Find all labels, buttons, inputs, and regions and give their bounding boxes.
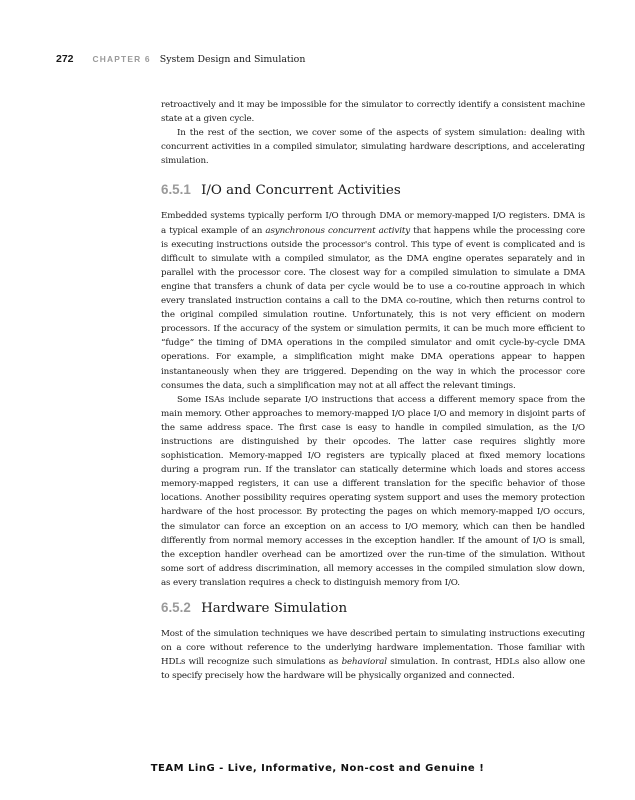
- section-6-5-1-paragraph-1: [161, 209, 585, 392]
- text-run: Embedded systems typically perform I/O through DMA or memory-mapped I/O registers. DMA is a typical example of an: [161, 211, 585, 236]
- section-title: Hardware Simulation: [201, 601, 348, 616]
- text-run: simulation. In contrast, HDLs also allow one to specify precisely how the hardware will be physically organized and connected.: [161, 657, 585, 682]
- page-number: 272: [56, 53, 74, 65]
- section-heading-6-5-1: [161, 182, 585, 199]
- section-number: 6.5.2: [161, 600, 191, 615]
- chapter-title: System Design and Simulation: [159, 54, 306, 65]
- emphasis-text: asynchronous concurrent activity: [265, 225, 411, 236]
- text-run: that happens while the processing core is executing instructions outside the processor's control. This type of event is complicated and is difficult to simulate with a compiled simulator, as the DMA engine operates separately and in parallel with the processor core. The closest way for a compiled simulation to simulate a DMA engine that transfers a chunk of data per cycle would be to use a co-routine approach in which every translated instruction contains a call to the DMA co-routine, which then returns control to the original compiled simulation routine. Unfortunately, this is not very efficient on modern processors. If the accuracy of the system or simulation permits, it can be much more efficient to “fudge” the timing of DMA operations in the compiled simulator and omit cycle-by-cycle DMA operations. For example, a simplification might make DMA operations appear to happen instantaneously when they are triggered. Depending on the way in which the processor core consumes the data, such a simplification may not at all affect the relevant timings.: [161, 225, 585, 391]
- footer-banner: TEAM LinG - Live, Informative, Non-cost and Genuine !: [150, 763, 485, 774]
- chapter-label: CHAPTER 6: [92, 54, 151, 64]
- text-run: Most of the simulation techniques we have described pertain to simulating instructions executing on a core without reference to the underlying hardware implementation. Those familiar with HDLs will recognize such simulations as: [161, 629, 585, 668]
- running-header: [56, 52, 595, 67]
- emphasis-text: behavioral: [341, 657, 387, 668]
- section-6-5-1-paragraph-2: Some ISAs include separate I/O instructions that access a different memory space from the main memory. Other approaches to memory-mapped I/O place I/O and memory in disjoint parts of the same address space. The first case is easy to handle in compiled simulation, as the I/O instructions are distinguished by their opcodes. The latter case requires slightly more sophistication. Memory-mapped I/O registers are typically placed at fixed memory locations during a program run. If the translator can statically determine which loads and stores access memory-mapped registers, it can use a different translation for the specific behavior of those locations. Another possibility requires operating system support and uses the memory protection hardware of the host processor. By protecting the pages on which memory-mapped I/O occurs, the simulator can force an exception on an access to I/O memory, which can then be handled differently from normal memory accesses in the exception handler. If the amount of I/O is small, the exception handler overhead can be amortized over the run-time of the simulation. Without some sort of address discrimination, all memory accesses in the compiled simulation slow down, as every translation requires a check to distinguish memory from I/O.: [161, 394, 585, 588]
- section-heading-6-5-2: [161, 600, 585, 617]
- intro-paragraph-2: In the rest of the section, we cover some of the aspects of system simulation: dealing with concurrent activities in a compiled simulator, simulating hardware descriptions, and accelerating simulation.: [161, 128, 585, 167]
- body-text: [161, 98, 585, 683]
- section-6-5-2-paragraph-1: [161, 627, 585, 683]
- intro-paragraph-1: retroactively and it may be impossible for the simulator to correctly identify a consistent machine state at a given cycle.: [161, 100, 585, 125]
- section-number: 6.5.1: [161, 182, 191, 198]
- section-title: I/O and Concurrent Activities: [201, 183, 401, 199]
